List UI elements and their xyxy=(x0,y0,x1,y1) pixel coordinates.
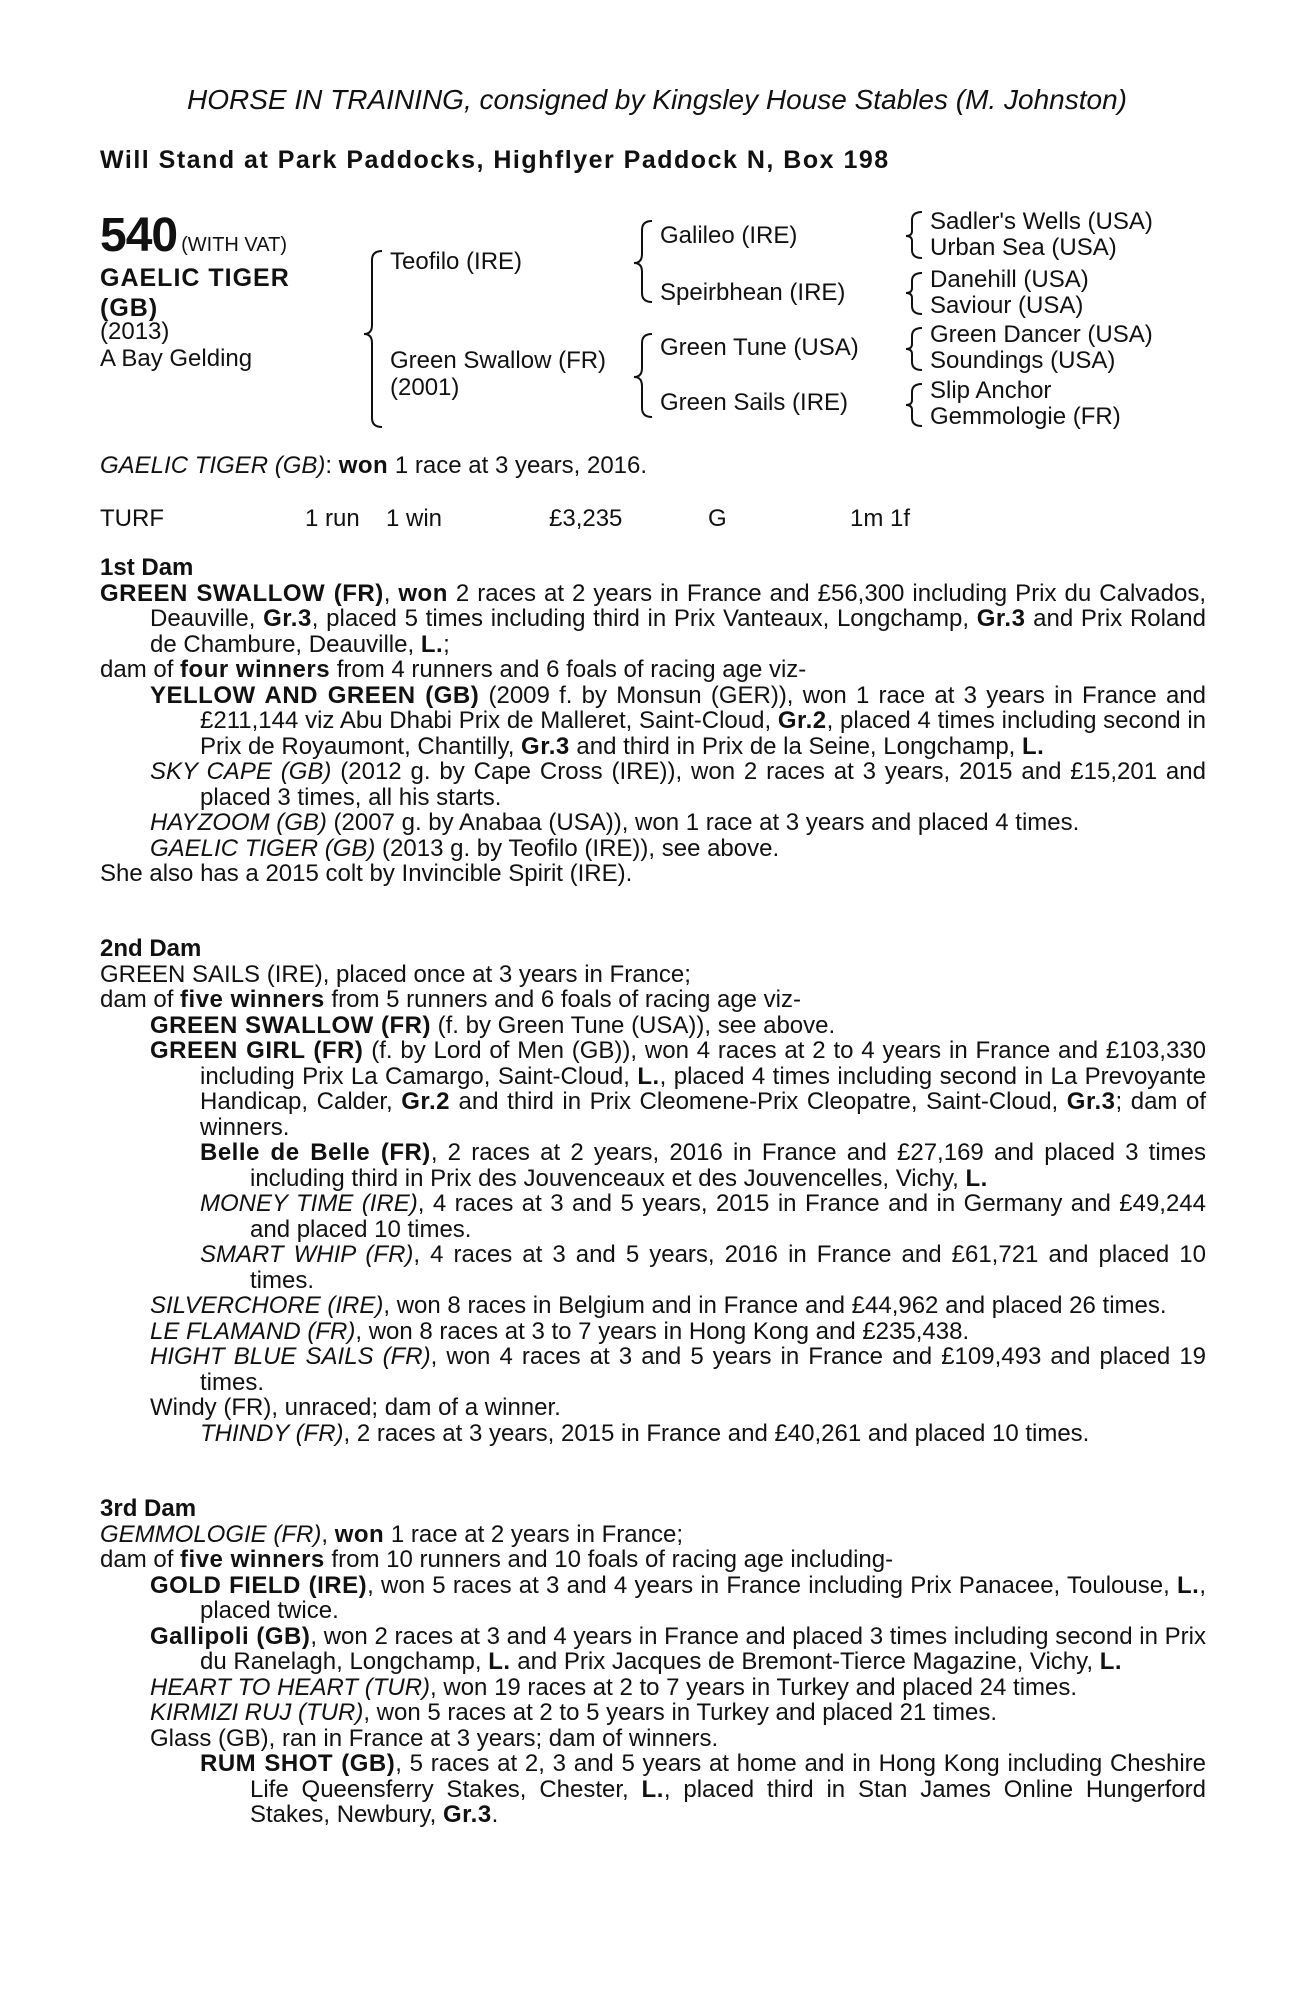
first-dam-section xyxy=(100,555,1206,887)
produce-hight-blue-sails: HIGHT BLUE SAILS (FR), won 4 races at 3 and 5 years in France and £109,493 and placed 19 times. xyxy=(150,1343,1207,1396)
produce-thindy: THINDY (FR), 2 races at 3 years, 2015 in France and £40,261 and placed 10 times. xyxy=(200,1419,1090,1447)
pedigree-dam: Green Swallow (FR) xyxy=(390,347,607,374)
turf-prize: £3,235 xyxy=(549,505,623,532)
first-dam-produce-intro: dam of four winners from 4 runners and 6 foals of racing age viz- xyxy=(100,656,807,683)
second-dam-entry: GREEN SAILS (IRE), placed once at 3 years in France; xyxy=(100,960,691,988)
brace-greentune xyxy=(906,328,922,370)
produce-gallipoli: Gallipoli (GB), won 2 races at 3 and 4 years in France and placed 3 times including second in Prix du Ranelagh, Longchamp, L. and Prix Jacques de Bremont-Tierce Magazine, Vichy, L. xyxy=(150,1622,1206,1675)
produce-green-swallow: GREEN SWALLOW (FR) (f. by Green Tune (USA)), see above. xyxy=(150,1011,836,1039)
race-summary: GAELIC TIGER (GB): won 1 race at 3 years, 2016. xyxy=(100,452,648,479)
pedigree-ssd: Urban Sea (USA) xyxy=(930,234,1117,261)
third-dam-section xyxy=(100,1496,1206,1828)
brace-galileo xyxy=(906,212,922,258)
pedigree-sss: Sadler's Wells (USA) xyxy=(930,208,1153,235)
produce-money-time: MONEY TIME (IRE), 4 races at 3 and 5 years, 2015 in France and in Germany and £49,244 and placed 10 times. xyxy=(200,1190,1207,1243)
brace-sire xyxy=(634,221,652,302)
lot-number: 540 xyxy=(100,209,178,262)
second-dam-heading: 2nd Dam xyxy=(100,935,202,962)
pedigree-sire-sire: Galileo (IRE) xyxy=(660,222,798,249)
produce-green-girl: GREEN GIRL (FR) (f. by Lord of Men (GB)), won 4 races at 2 to 4 years in France and £103,330 including Prix La Camargo, Saint-Cloud, L., placed 4 times including second in La Prevoyante Handicap, Calder, Gr.2 and third in Prix Cleomene-Prix Cleopatre, Saint-Cloud, Gr.3; dam of winners. xyxy=(150,1037,1207,1141)
pedigree-sire: Teofilo (IRE) xyxy=(390,248,523,275)
horse-name-line1: GAELIC TIGER xyxy=(100,264,290,292)
turf-label: TURF xyxy=(100,505,164,532)
pedigree-dds: Slip Anchor xyxy=(930,377,1052,404)
summary-rest: 1 race at 3 years, 2016. xyxy=(388,452,648,479)
brace-greensails xyxy=(906,384,922,426)
third-dam-entry: GEMMOLOGIE (FR), won 1 race at 2 years in France; xyxy=(100,1520,683,1548)
brace-gen1 xyxy=(364,251,382,427)
turf-distance: 1m 1f xyxy=(850,505,911,532)
pedigree-sdd: Saviour (USA) xyxy=(930,292,1084,319)
second-dam-produce-intro: dam of five winners from 5 runners and 6 foals of racing age viz- xyxy=(100,986,802,1013)
pedigree-dam-year: (2001) xyxy=(390,374,460,401)
third-dam-produce-intro: dam of five winners from 10 runners and 10 foals of racing age including- xyxy=(100,1546,894,1573)
pedigree-dam-dam: Green Sails (IRE) xyxy=(660,389,849,416)
produce-hayzoom: HAYZOOM (GB) (2007 g. by Anabaa (USA)), won 1 race at 3 years and placed 4 times. xyxy=(150,809,1080,836)
horse-year: (2013) xyxy=(100,318,170,345)
summary-won: won xyxy=(338,452,389,479)
produce-glass: Glass (GB), ran in France at 3 years; dam of winners. xyxy=(150,1724,719,1752)
turf-wins: 1 win xyxy=(386,505,443,532)
brace-dam xyxy=(634,334,652,417)
produce-le-flamand: LE FLAMAND (FR), won 8 races at 3 to 7 years in Hong Kong and £235,438. xyxy=(150,1317,970,1345)
pedigree-dss: Green Dancer (USA) xyxy=(930,321,1153,348)
produce-silverchore: SILVERCHORE (IRE), won 8 races in Belgium and in France and £44,962 and placed 26 times. xyxy=(150,1292,1167,1319)
turf-runs: 1 run xyxy=(305,505,360,532)
vat-note: (WITH VAT) xyxy=(181,234,287,256)
produce-belle-de-belle: Belle de Belle (FR), 2 races at 2 years, 2016 in France and £27,169 and placed 3 times including third in Prix des Jouvenceaux et des Jouvencelles, Vichy, L. xyxy=(200,1139,1207,1192)
produce-sky-cape: SKY CAPE (GB) (2012 g. by Cape Cross (IRE)), won 2 races at 3 years, 2015 and £15,201 and placed 3 times, all his starts. xyxy=(150,758,1206,811)
first-dam-note: She also has a 2015 colt by Invincible Spirit (IRE). xyxy=(100,860,633,887)
pedigree-dam-sire: Green Tune (USA) xyxy=(660,334,859,361)
produce-smart-whip: SMART WHIP (FR), 4 races at 3 and 5 years, 2016 in France and £61,721 and placed 10 times. xyxy=(200,1241,1206,1294)
produce-rum-shot: RUM SHOT (GB), 5 races at 2, 3 and 5 years at home and in Hong Kong including Cheshire Life Queensferry Stakes, Chester, L., placed third in Stan James Online Hungerford Stakes, Newbury, Gr.3. xyxy=(200,1750,1206,1828)
produce-kirmizi-ruj: KIRMIZI RUJ (TUR), won 5 races at 2 to 5 years in Turkey and placed 21 times. xyxy=(150,1699,997,1726)
first-dam-entry: GREEN SWALLOW (FR), won 2 races at 2 years in France and £56,300 including Prix du Calvados, Deauville, Gr.3, placed 5 times including third in Prix Vanteaux, Longchamp, Gr.3 and Prix Roland de Chambure, Deauville, L.; xyxy=(100,579,1206,658)
stand-location: Will Stand at Park Paddocks, Highflyer Paddock N, Box 198 xyxy=(100,146,890,174)
turf-going: G xyxy=(708,505,727,532)
horse-name-line2: (GB) xyxy=(100,294,159,322)
produce-heart-to-heart: HEART TO HEART (TUR), won 19 races at 2 to 7 years in Turkey and placed 24 times. xyxy=(150,1673,1078,1701)
produce-windy: Windy (FR), unraced; dam of a winner. xyxy=(150,1394,561,1421)
second-dam-section xyxy=(100,936,1206,1446)
pedigree-sire-dam: Speirbhean (IRE) xyxy=(660,279,846,306)
first-dam-heading: 1st Dam xyxy=(100,554,194,581)
produce-gaelic-tiger: GAELIC TIGER (GB) (2013 g. by Teofilo (IRE)), see above. xyxy=(150,834,780,862)
summary-horse-name: GAELIC TIGER (GB) xyxy=(100,452,326,479)
page-header: HORSE IN TRAINING, consigned by Kingsley House Stables (M. Johnston) xyxy=(187,84,1127,115)
pedigree-ddd: Gemmologie (FR) xyxy=(930,403,1121,430)
produce-yellow-and-green: YELLOW AND GREEN (GB) (2009 f. by Monsun (GER)), won 1 race at 3 years in France and £211,144 viz Abu Dhabi Prix de Malleret, Saint-Cloud, Gr.2, placed 4 times including second in Prix de Royaumont, Chantilly, Gr.3 and third in Prix de la Seine, Longchamp, L. xyxy=(150,681,1206,760)
brace-speirbhean xyxy=(906,273,922,314)
pedigree-dsd: Soundings (USA) xyxy=(930,347,1116,374)
third-dam-heading: 3rd Dam xyxy=(100,1495,197,1522)
pedigree-sds: Danehill (USA) xyxy=(930,266,1089,293)
horse-description: A Bay Gelding xyxy=(100,345,253,372)
produce-gold-field: GOLD FIELD (IRE), won 5 races at 3 and 4 years in France including Prix Panacee, Toulouse, L., placed twice. xyxy=(150,1571,1206,1624)
